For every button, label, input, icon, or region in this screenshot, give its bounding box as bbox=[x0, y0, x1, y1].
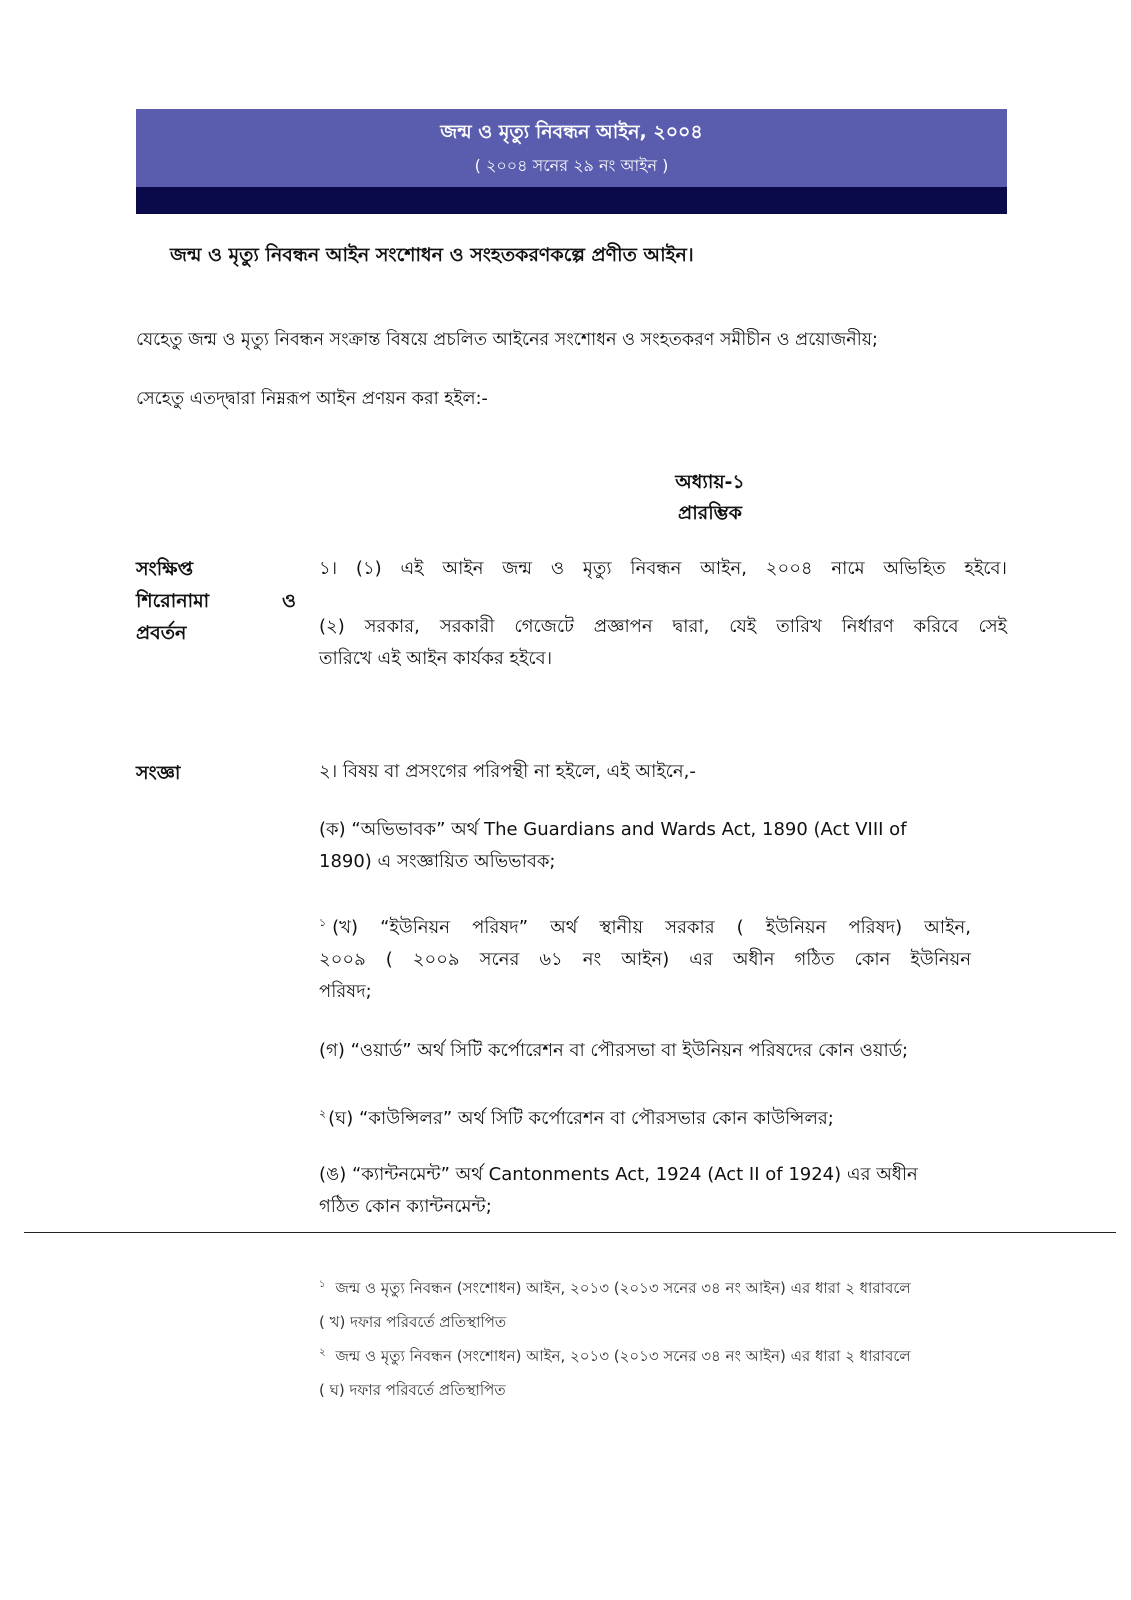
act-number: ( ২০০৪ সনের ২৯ নং আইন ) bbox=[474, 156, 669, 175]
definition-kha-line1 bbox=[319, 907, 971, 944]
definition-uma-line2: গঠিত কোন ক্যান্টনমেন্ট; bbox=[319, 1196, 492, 1217]
section1-para2-line1: (২) সরকার, সরকারী গেজেটে প্রজ্ঞাপন দ্বারা, যেই তারিখ নির্ধারণ করিবে সেই bbox=[319, 616, 1007, 637]
footnote-text: জন্ম ও মৃত্যু নিবন্ধন (সংশোধন) আইন, ২০১৩ (২০১৩ সনের ৩৪ নং আইন) এর ধারা ২ ধারাবলে bbox=[335, 1347, 911, 1365]
section1-para1: ১। (১) এই আইন জন্ম ও মৃত্যু নিবন্ধন আইন, ২০০৪ নামে অভিহিত হইবে। bbox=[319, 558, 1007, 579]
section1-para2 bbox=[319, 611, 1007, 675]
chapter-heading bbox=[560, 467, 860, 529]
footnote-line1 bbox=[319, 1336, 1009, 1373]
banner-dark-band bbox=[136, 187, 1007, 214]
footnote-marker: ১ bbox=[319, 916, 327, 929]
footnote-line2: ( ঘ) দফার পরিবর্তে প্রতিস্থাপিত bbox=[319, 1381, 506, 1399]
definition-ka-line2: 1890) এ সংজ্ঞায়িত অভিভাবক; bbox=[319, 851, 556, 872]
title-banner bbox=[136, 109, 1007, 214]
long-title: জন্ম ও মৃত্যু নিবন্ধন আইন সংশোধন ও সংহতকরণকল্পে প্রণীত আইন। bbox=[170, 244, 694, 266]
definition-ka bbox=[319, 814, 969, 878]
footnote-marker: ২ bbox=[319, 1347, 326, 1358]
footnote-marker: ২ bbox=[319, 1107, 327, 1120]
section1-heading-line3: প্রবর্তন bbox=[136, 622, 187, 644]
section2-intro: ২। বিষয় বা প্রসংগের পরিপন্থী না হইলে, এই আইনে,- bbox=[319, 761, 696, 782]
section1-heading-line1: সংক্ষিপ্ত bbox=[136, 558, 194, 580]
preamble-therefore: সেহেতু এতদ্দ্বারা নিম্নরূপ আইন প্রণয়ন করা হইল:- bbox=[136, 389, 488, 409]
footnote bbox=[319, 1336, 1009, 1407]
definition-ka-line1: (ক) “অভিভাবক” অর্থ The Guardians and Wards Act, 1890 (Act VIII of bbox=[319, 819, 907, 840]
section1-heading-word-b: ও bbox=[282, 590, 296, 612]
banner-title-band bbox=[136, 109, 1007, 187]
definition-kha-line1-text: (খ) “ইউনিয়ন পরিষদ” অর্থ স্থানীয় সরকার ( ইউনিয়ন পরিষদ) আইন, bbox=[332, 917, 971, 938]
footnote bbox=[319, 1268, 1009, 1339]
footnote-divider bbox=[24, 1232, 1116, 1233]
definition-kha-line3: পরিষদ; bbox=[319, 981, 372, 1002]
section2-margin-heading: সংজ্ঞা bbox=[136, 762, 181, 784]
definition-uma bbox=[319, 1159, 979, 1223]
section1-margin-heading bbox=[136, 553, 296, 649]
act-title: জন্ম ও মৃত্যু নিবন্ধন আইন, ২০০৪ bbox=[440, 121, 703, 143]
chapter-name: প্রারম্ভিক bbox=[678, 502, 742, 524]
definition-ga: (গ) “ওয়ার্ড” অর্থ সিটি কর্পোরেশন বা পৌরসভা বা ইউনিয়ন পরিষদের কোন ওয়ার্ড; bbox=[319, 1040, 909, 1061]
chapter-number: অধ্যায়-১ bbox=[675, 471, 745, 493]
footnote-line2: ( খ) দফার পরিবর্তে প্রতিস্থাপিত bbox=[319, 1313, 507, 1331]
footnote-text: জন্ম ও মৃত্যু নিবন্ধন (সংশোধন) আইন, ২০১৩ (২০১৩ সনের ৩৪ নং আইন) এর ধারা ২ ধারাবলে bbox=[335, 1279, 911, 1297]
definition-uma-line1: (ঙ) “ক্যান্টনমেন্ট” অর্থ Cantonments Act, 1924 (Act II of 1924) এর অধীন bbox=[319, 1164, 918, 1185]
section1-para2-line2: তারিখে এই আইন কার্যকর হইবে। bbox=[319, 648, 553, 669]
definition-gha-text: (ঘ) “কাউন্সিলর” অর্থ সিটি কর্পোরেশন বা পৌরসভার কোন কাউন্সিলর; bbox=[328, 1108, 834, 1129]
definition-kha bbox=[319, 907, 971, 1008]
definition-gha bbox=[319, 1098, 1007, 1135]
preamble-whereas: যেহেতু জন্ম ও মৃত্যু নিবন্ধন সংক্রান্ত বিষয়ে প্রচলিত আইনের সংশোধন ও সংহতকরণ সমীচীন ও প্রয়োজনীয়; bbox=[136, 330, 878, 350]
definition-kha-line2: ২০০৯ ( ২০০৯ সনের ৬১ নং আইন) এর অধীন গঠিত কোন ইউনিয়ন bbox=[319, 949, 971, 970]
section1-heading-line2 bbox=[136, 585, 296, 617]
footnote-marker: ১ bbox=[319, 1279, 326, 1290]
footnote-line1 bbox=[319, 1268, 1009, 1305]
section1-heading-word-a: শিরোনামা bbox=[136, 590, 210, 612]
